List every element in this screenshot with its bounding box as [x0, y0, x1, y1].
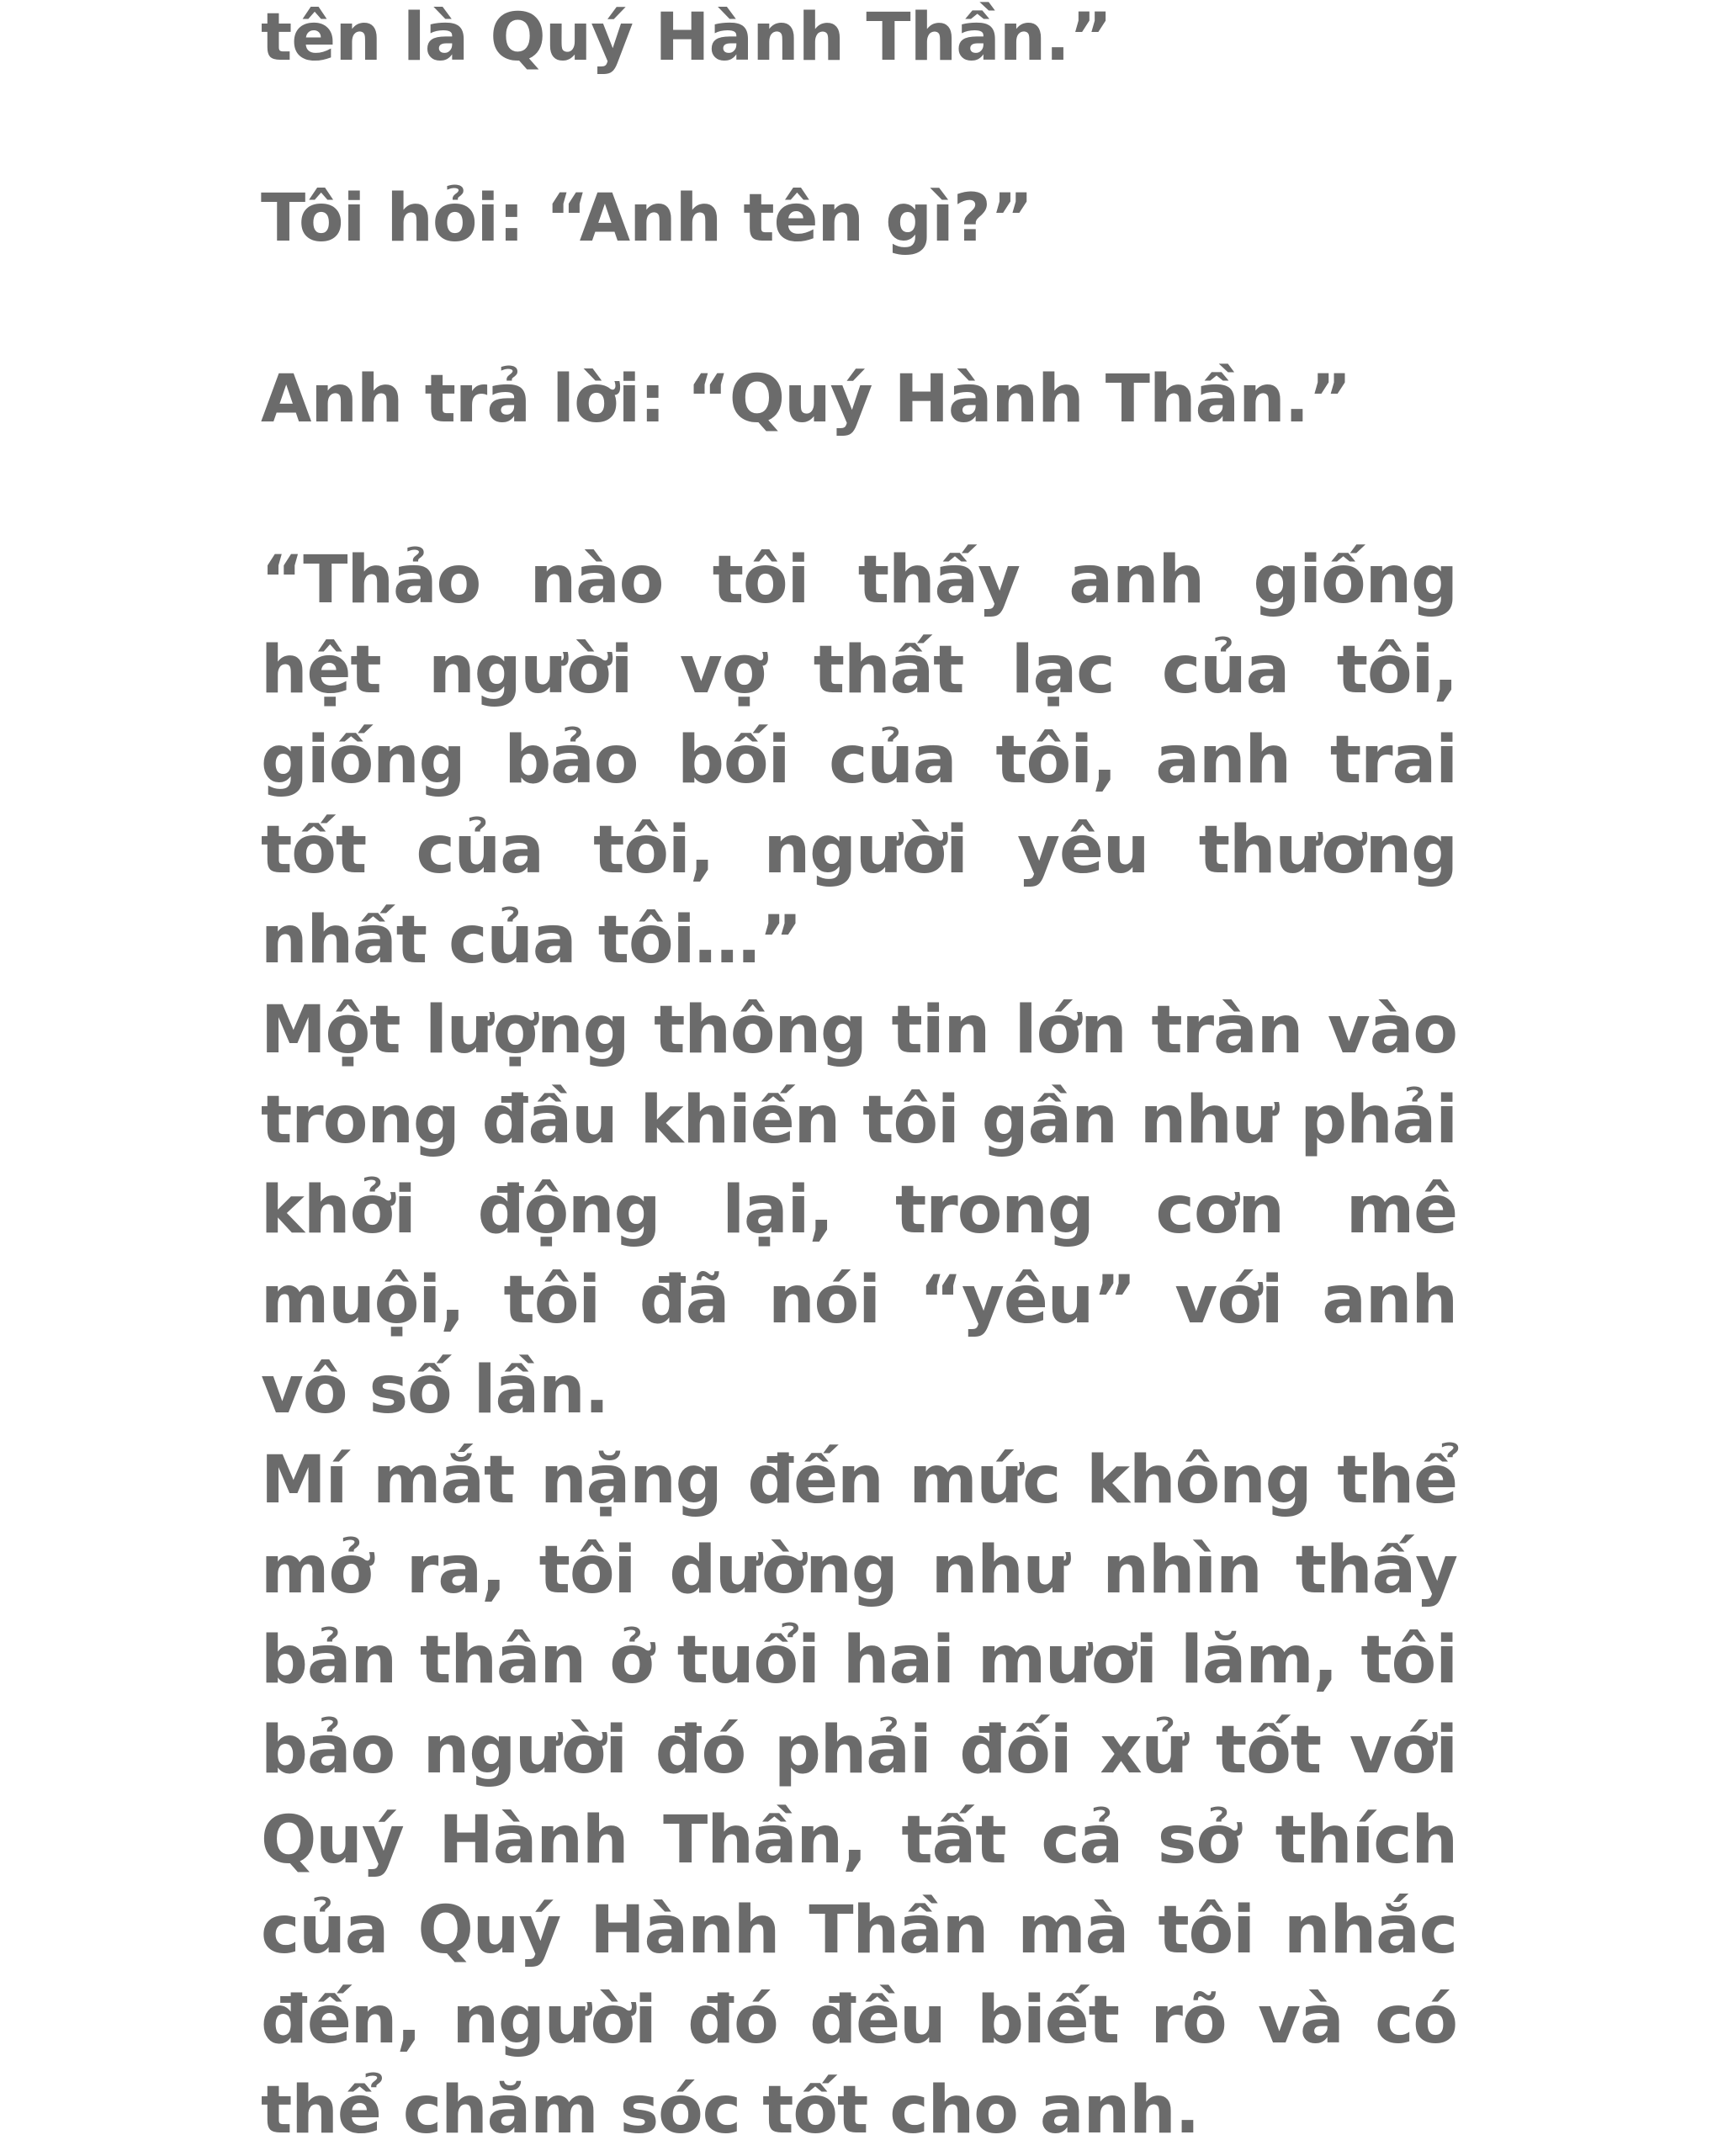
- paragraph-question: Tôi hỏi: “Anh tên gì?”: [261, 181, 1033, 257]
- paragraph-thao-nao: “Thảo nào tôi thấy anh giống hệt người vợ thất lạc của tôi, giống bảo bối của tôi, anh trai tốt của tôi, người yêu thương nhất của tôi…”: [261, 543, 1457, 978]
- paragraph-mi-mat: Mí mắt nặng đến mức không thể mở ra, tôi dường như nhìn thấy bản thân ở tuổi hai mươi lăm, tôi bảo người đó phải đối xử tốt với Quý Hành Thần, tất cả sở thích của Quý Hành Thần mà tôi nhắc đến, người đó đều biết rõ và có thể chăm sóc tốt cho anh.: [261, 1443, 1457, 2148]
- paragraph-answer: Anh trả lời: “Quý Hành Thần.”: [261, 362, 1351, 437]
- paragraph-mot-luong: Một lượng thông tin lớn tràn vào trong đầu khiến tôi gần như phải khởi động lại, trong cơn mê muội, tôi đã nói “yêu” với anh vô số lần.: [261, 993, 1457, 1428]
- paragraph-top-line: tên là Quý Hành Thần.”: [261, 0, 1112, 76]
